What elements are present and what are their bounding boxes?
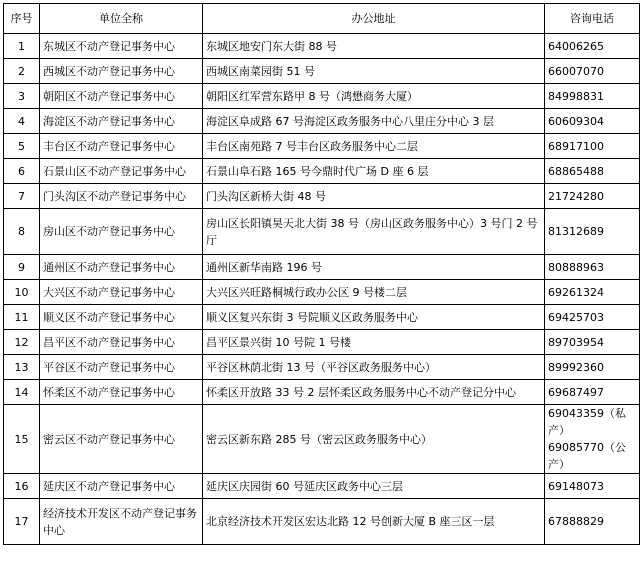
cell-name: 朝阳区不动产登记事务中心 <box>40 84 203 109</box>
cell-address: 通州区新华南路 196 号 <box>203 255 545 280</box>
phone-number: 80888963 <box>548 260 604 274</box>
cell-phone <box>545 59 640 84</box>
cell-name: 石景山区不动产登记事务中心 <box>40 159 203 184</box>
phone-number: 60609304 <box>548 114 604 128</box>
cell-address: 西城区南菜园街 51 号 <box>203 59 545 84</box>
cell-no: 12 <box>4 330 40 355</box>
cell-name: 昌平区不动产登记事务中心 <box>40 330 203 355</box>
table-row <box>4 59 640 84</box>
cell-address: 石景山阜石路 165 号今鼎时代广场 D 座 6 层 <box>203 159 545 184</box>
cell-address: 昌平区景兴街 10 号院 1 号楼 <box>203 330 545 355</box>
header-no: 序号 <box>4 4 40 34</box>
cell-address: 房山区长阳镇昊天北大街 38 号（房山区政务服务中心）3 号门 2 号厅 <box>203 209 545 255</box>
cell-address: 平谷区林荫北街 13 号（平谷区政务服务中心） <box>203 355 545 380</box>
cell-no: 17 <box>4 499 40 545</box>
cell-address: 门头沟区新桥大街 48 号 <box>203 184 545 209</box>
table-row <box>4 255 640 280</box>
table-body <box>4 34 640 545</box>
table-row <box>4 159 640 184</box>
phone-number: 69085770（公产） <box>548 441 626 471</box>
cell-phone <box>545 84 640 109</box>
phone-number: 69043359（私产） <box>548 407 626 437</box>
phone-number: 69261324 <box>548 285 604 299</box>
table-row <box>4 499 640 545</box>
cell-phone <box>545 134 640 159</box>
cell-no: 4 <box>4 109 40 134</box>
cell-phone <box>545 209 640 255</box>
cell-name: 延庆区不动产登记事务中心 <box>40 474 203 499</box>
cell-no: 3 <box>4 84 40 109</box>
phone-number: 21724280 <box>548 189 604 203</box>
cell-no: 5 <box>4 134 40 159</box>
cell-name: 怀柔区不动产登记事务中心 <box>40 380 203 405</box>
cell-name: 密云区不动产登记事务中心 <box>40 405 203 474</box>
cell-phone <box>545 405 640 474</box>
cell-phone <box>545 330 640 355</box>
cell-no: 13 <box>4 355 40 380</box>
table-row <box>4 280 640 305</box>
cell-phone <box>545 184 640 209</box>
phone-number: 67888829 <box>548 515 604 528</box>
table-row <box>4 109 640 134</box>
cell-name: 大兴区不动产登记事务中心 <box>40 280 203 305</box>
cell-name: 经济技术开发区不动产登记事务中心 <box>40 499 203 545</box>
cell-phone <box>545 355 640 380</box>
cell-phone <box>545 280 640 305</box>
phone-number: 69687497 <box>548 385 604 399</box>
cell-no: 2 <box>4 59 40 84</box>
cell-phone <box>545 305 640 330</box>
cell-name: 丰台区不动产登记事务中心 <box>40 134 203 159</box>
cell-name: 通州区不动产登记事务中心 <box>40 255 203 280</box>
cell-address: 朝阳区红军营东路甲 8 号（鸿懋商务大厦） <box>203 84 545 109</box>
table-row <box>4 355 640 380</box>
cell-name: 海淀区不动产登记事务中心 <box>40 109 203 134</box>
cell-no: 10 <box>4 280 40 305</box>
cell-address: 海淀区阜成路 67 号海淀区政务服务中心八里庄分中心 3 层 <box>203 109 545 134</box>
cell-address: 怀柔区开放路 33 号 2 层怀柔区政务服务中心不动产登记分中心 <box>203 380 545 405</box>
cell-no: 16 <box>4 474 40 499</box>
phone-number: 81312689 <box>548 225 604 238</box>
table-row <box>4 34 640 59</box>
cell-address: 北京经济技术开发区宏达北路 12 号创新大厦 B 座三区一层 <box>203 499 545 545</box>
header-address: 办公地址 <box>203 4 545 34</box>
cell-name: 西城区不动产登记事务中心 <box>40 59 203 84</box>
cell-no: 6 <box>4 159 40 184</box>
cell-address: 密云区新东路 285 号（密云区政务服务中心） <box>203 405 545 474</box>
cell-address: 丰台区南苑路 7 号丰台区政务服务中心二层 <box>203 134 545 159</box>
phone-number: 64006265 <box>548 39 604 53</box>
table-row <box>4 184 640 209</box>
phone-number: 69425703 <box>548 310 604 324</box>
cell-phone <box>545 159 640 184</box>
phone-number: 84998831 <box>548 89 604 103</box>
cell-name: 房山区不动产登记事务中心 <box>40 209 203 255</box>
table-row <box>4 405 640 474</box>
table-row <box>4 330 640 355</box>
phone-number: 68865488 <box>548 164 604 178</box>
cell-name: 门头沟区不动产登记事务中心 <box>40 184 203 209</box>
cell-phone <box>545 109 640 134</box>
cell-phone <box>545 34 640 59</box>
cell-address: 东城区地安门东大街 88 号 <box>203 34 545 59</box>
table-row <box>4 305 640 330</box>
table-row <box>4 134 640 159</box>
table-row <box>4 209 640 255</box>
table-row <box>4 84 640 109</box>
cell-phone <box>545 255 640 280</box>
cell-no: 8 <box>4 209 40 255</box>
cell-no: 15 <box>4 405 40 474</box>
header-phone: 咨询电话 <box>545 4 640 34</box>
cell-phone <box>545 474 640 499</box>
cell-no: 9 <box>4 255 40 280</box>
table-row <box>4 380 640 405</box>
cell-address: 延庆区庆园街 60 号延庆区政务中心三层 <box>203 474 545 499</box>
cell-phone <box>545 499 640 545</box>
header-row <box>4 4 640 34</box>
phone-number: 89992360 <box>548 360 604 374</box>
cell-no: 7 <box>4 184 40 209</box>
cell-name: 顺义区不动产登记事务中心 <box>40 305 203 330</box>
phone-number: 69148073 <box>548 479 604 493</box>
phone-number: 89703954 <box>548 335 604 349</box>
cell-name: 东城区不动产登记事务中心 <box>40 34 203 59</box>
cell-no: 14 <box>4 380 40 405</box>
cell-no: 11 <box>4 305 40 330</box>
table-row <box>4 474 640 499</box>
registry-table <box>3 3 640 545</box>
cell-name: 平谷区不动产登记事务中心 <box>40 355 203 380</box>
cell-address: 顺义区复兴东街 3 号院顺义区政务服务中心 <box>203 305 545 330</box>
cell-address: 大兴区兴旺路桐城行政办公区 9 号楼二层 <box>203 280 545 305</box>
phone-number: 66007070 <box>548 64 604 78</box>
cell-no: 1 <box>4 34 40 59</box>
cell-phone <box>545 380 640 405</box>
header-name: 单位全称 <box>40 4 203 34</box>
phone-number: 68917100 <box>548 139 604 153</box>
